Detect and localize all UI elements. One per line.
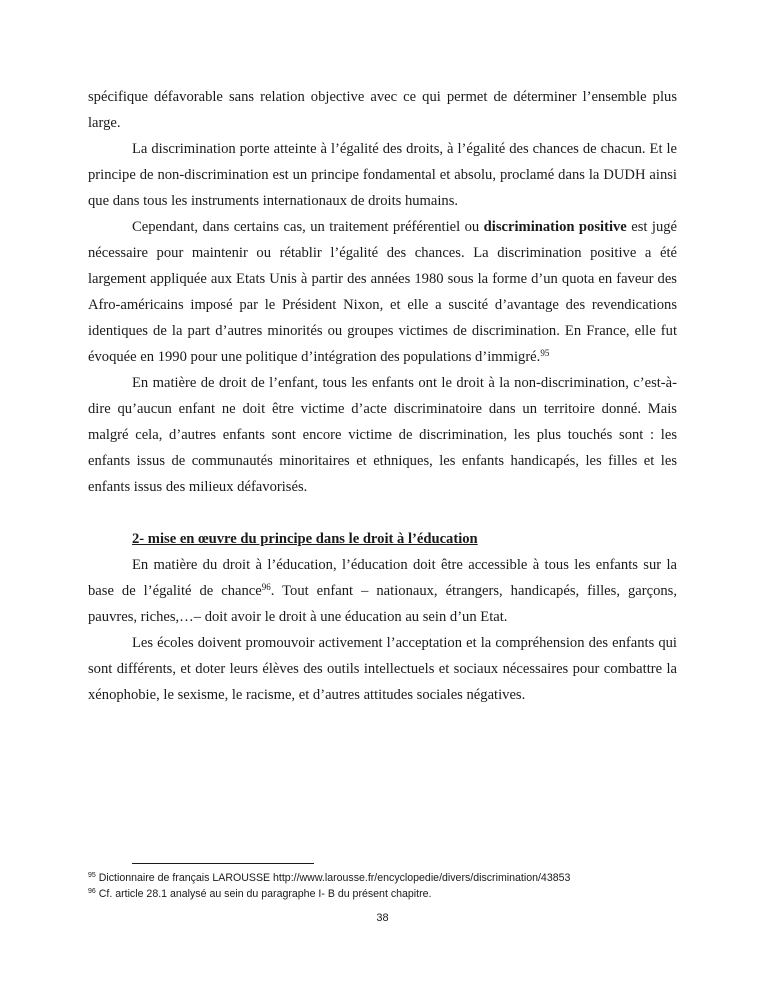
paragraph-3 — [88, 214, 677, 370]
paragraph-5-text-end: . Tout enfant – nationaux, étrangers, handicapés, filles, garçons, pauvres, riches,…– doit avoir le droit à une éducation au sein d’un Etat. — [88, 583, 677, 625]
footnote-96 — [88, 886, 708, 902]
footnote-95-text: Dictionnaire de français LAROUSSE http://www.larousse.fr/encyclopedie/divers/discrimination/43853 — [95, 872, 571, 884]
footnote-95-mark: 95 — [88, 872, 96, 879]
paragraph-4: En matière de droit de l’enfant, tous les enfants ont le droit à la non-discrimination, c’est-à-dire qu’aucun enfant ne doit être victime d’acte discriminatoire dans un territoire donné. Mais malgré cela, d’autres enfants sont encore victime de discrimination, les plus touchés sont : les enfants issus de communautés minoritaires et ethniques, les enfants handicapés, les filles et les enfants issus des milieux défavorisés. — [88, 375, 677, 495]
footnote-ref-96[interactable]: 96 — [261, 582, 271, 592]
footnote-ref-95[interactable]: 95 — [540, 348, 550, 358]
paragraph-2: La discrimination porte atteinte à l’égalité des droits, à l’égalité des chances de chacun. Et le principe de non-discrimination est un principe fondamental et absolu, proclamé dans la DUDH ainsi que dans tous les instruments internationaux de droits humains. — [88, 141, 677, 209]
paragraph-1: spécifique défavorable sans relation objective avec ce qui permet de déterminer l’ensemble plus large. — [88, 89, 677, 131]
discrimination-positive-term: discrimination positive — [483, 219, 627, 235]
paragraph-6: Les écoles doivent promouvoir activement l’acceptation et la compréhension des enfants qui sont différents, et doter leurs élèves des outils intellectuels et sociaux nécessaires pour combattre la xénophobie, le sexisme, le racisme, et d’autres attitudes sociales négatives. — [88, 635, 677, 703]
footnote-96-text: Cf. article 28.1 analysé au sein du paragraphe I- B du présent chapitre. — [95, 888, 432, 900]
footnote-95 — [88, 870, 708, 886]
document-body — [88, 84, 677, 708]
footnote-96-mark: 96 — [88, 888, 96, 895]
page-number: 38 — [376, 912, 389, 924]
footnotes — [88, 870, 708, 902]
paragraph-5-text-start: En matière du droit à l’éducation, l’éducation doit être accessible à tous les enfants sur la base de l’égalité de chance — [88, 557, 677, 599]
paragraph-3-text-start: Cependant, dans certains cas, un traitement préférentiel ou — [132, 219, 484, 235]
section-heading: 2- mise en œuvre du principe dans le droit à l’éducation — [132, 531, 478, 547]
paragraph-5 — [88, 552, 677, 630]
footnote-separator — [132, 863, 314, 864]
paragraph-3-text-end: est jugé nécessaire pour maintenir ou rétablir l’égalité des chances. La discrimination positive a été largement appliquée aux Etats Unis à partir des années 1980 sous la forme d’un quota en faveur des Afro-américains imposé par le Président Nixon, et elle a suscité d’avantage des revendications identiques de la part d’autres minorités ou groupes victimes de discrimination. En France, elle fut évoquée en 1990 pour une politique d’intégration des populations d’immigré. — [88, 219, 678, 365]
